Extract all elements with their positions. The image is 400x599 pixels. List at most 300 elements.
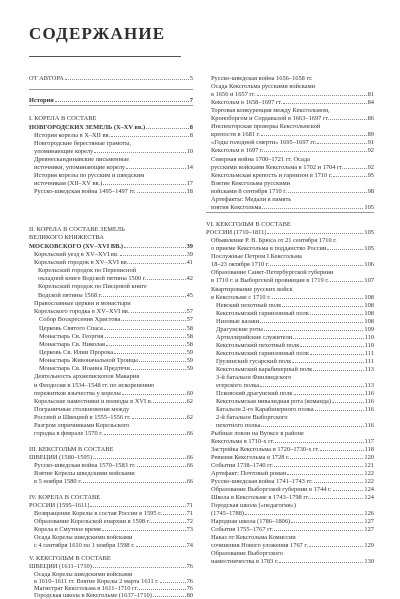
dot-leader	[344, 168, 366, 169]
entry-title: пережитков язычества у корелы	[34, 390, 121, 397]
left-entry[interactable]	[34, 390, 193, 397]
left-entry[interactable]	[29, 115, 193, 122]
left-entry[interactable]	[34, 422, 193, 429]
left-entry[interactable]	[34, 148, 193, 155]
left-entry[interactable]	[29, 226, 193, 233]
left-entry[interactable]	[34, 188, 193, 195]
right-entry[interactable]	[211, 430, 374, 437]
page-number: 17	[186, 180, 193, 187]
entry-title: Монастырь Св. Николая	[39, 341, 105, 348]
page-number: 45	[186, 292, 193, 299]
page-number: 111	[364, 350, 374, 357]
page-number: 74	[186, 542, 193, 549]
entry-title: Городская школа в Кексгольме (1637–1710)	[34, 592, 152, 599]
left-entry[interactable]	[34, 534, 193, 541]
dot-leader	[131, 312, 186, 313]
entry-title: крепости в 1681 г.	[211, 131, 261, 138]
left-entry[interactable]	[39, 357, 193, 364]
entry-title: События 1755–1767 гг.	[211, 526, 274, 533]
page-number: 8	[189, 132, 193, 139]
page-number: 86	[367, 115, 374, 122]
entry-title: Взятие Корелы шведскими войсками	[34, 470, 135, 477]
left-entry[interactable]	[34, 172, 193, 179]
dot-leader	[320, 450, 363, 451]
entry-title: упоминающие корелу	[34, 148, 94, 155]
right-entry[interactable]	[211, 542, 374, 549]
page-number: 18	[186, 188, 193, 195]
left-entry[interactable]	[38, 267, 193, 274]
right-entry[interactable]	[216, 374, 374, 381]
page-number: 66	[186, 478, 193, 485]
right-entry[interactable]	[211, 478, 374, 485]
left-entry[interactable]	[34, 578, 193, 585]
entry-title: История корелы в X–XII вв.	[34, 132, 111, 139]
left-entry[interactable]	[34, 542, 193, 549]
right-entry[interactable]	[211, 486, 374, 493]
right-entry[interactable]	[211, 454, 374, 461]
entry-title: Православные церкви и монастыри	[34, 300, 131, 307]
left-entry[interactable]	[34, 571, 193, 578]
left-entry[interactable]	[38, 292, 193, 299]
dot-leader	[261, 426, 363, 427]
entry-title: Осада Кексгольма русскими войсками	[211, 83, 316, 90]
entry-title: История	[29, 97, 54, 104]
entry-title: Кексгольм в 1697 г.	[211, 147, 264, 154]
dot-leader	[292, 362, 364, 363]
dot-leader	[317, 143, 366, 144]
dot-leader	[288, 192, 367, 193]
right-entry[interactable]	[211, 534, 374, 541]
right-entry[interactable]	[211, 237, 374, 244]
entry-title: городка в феврале 1570 г.	[34, 430, 103, 437]
left-entry[interactable]	[34, 308, 193, 315]
dot-leader	[293, 338, 363, 339]
entry-title: Застройка Кексгольма в 1720–1730-х гг.	[211, 446, 320, 453]
right-entry[interactable]	[211, 286, 374, 293]
left-entry[interactable]	[29, 563, 193, 570]
right-entry[interactable]	[216, 390, 374, 397]
entry-title: Церковь Св. Илии Пророка	[39, 349, 114, 356]
left-entry[interactable]	[34, 382, 193, 389]
entry-title: ВЕЛИКОГО КНЯЖЕСТВА	[29, 234, 104, 241]
entry-title: окладной книге Водской пятины 1500 г.	[38, 275, 147, 282]
entry-title: Монастырь Св. Георгия	[39, 333, 104, 340]
entry-title: егерского полка	[216, 382, 260, 389]
right-entry[interactable]	[211, 438, 374, 445]
entry-title: Ревизия Кексгольма в 1728 г.	[211, 454, 290, 461]
right-entry[interactable]	[216, 342, 374, 349]
entry-title: VI. КЕКСГОЛЬМ В СОСТАВЕ	[206, 221, 291, 228]
dot-leader	[261, 135, 367, 136]
right-entry[interactable]	[216, 414, 374, 421]
right-entry[interactable]	[216, 358, 374, 365]
entry-title: Школа в Кексгольме в 1743–1798 гг.	[211, 494, 310, 501]
dot-leader	[160, 582, 186, 583]
entry-title: Корельский городок по Переписной	[38, 267, 137, 274]
entry-title: Кексгольмский карабинерный полк	[216, 366, 313, 373]
right-entry[interactable]	[211, 253, 374, 260]
entry-title: V. КЕКСГОЛЬМ В СОСТАВЕ	[29, 555, 111, 562]
entry-title: Кексгольм в 1658–1697 гг.	[211, 99, 283, 106]
left-entry[interactable]	[34, 164, 193, 171]
right-entry[interactable]	[211, 245, 374, 252]
right-entry[interactable]	[206, 229, 374, 236]
page-number: 72	[186, 518, 193, 525]
right-entry[interactable]	[206, 221, 374, 228]
left-entry[interactable]	[39, 325, 193, 332]
dot-leader	[120, 255, 186, 256]
entry-title: Кексгольмская крепость и гарнизон в 1710 г.	[211, 172, 333, 179]
dot-leader	[290, 458, 363, 459]
left-entry[interactable]	[29, 243, 193, 250]
right-entry[interactable]	[211, 172, 374, 179]
entry-title: Рыбные ловли на Вуоксе в районе	[211, 430, 304, 437]
entry-title: в 1610–1611 гг. Взятие Корелы 2 марта 1611 г.	[34, 578, 159, 585]
dot-leader	[102, 530, 186, 531]
page-number: 84	[367, 99, 374, 106]
dot-leader	[137, 192, 186, 193]
right-entry[interactable]	[216, 318, 374, 325]
entry-title: Артиллерийские служители	[216, 334, 293, 341]
page-number: 129	[364, 542, 374, 549]
entry-title: Новгородские берестяные грамоты,	[34, 140, 132, 147]
title-rule	[29, 56, 181, 57]
page-number: 8	[189, 124, 193, 131]
entry-title: пехотного полка	[216, 422, 261, 429]
right-entry[interactable]	[216, 302, 374, 309]
left-entry[interactable]	[34, 132, 193, 139]
left-entry[interactable]	[39, 349, 193, 356]
page-number: 105	[364, 229, 374, 236]
left-entry[interactable]	[34, 414, 193, 421]
right-entry[interactable]	[211, 510, 374, 517]
entry-title: Русско-шведская война 1741–1743 гг.	[211, 478, 313, 485]
dot-leader	[310, 314, 364, 315]
page-number: 80	[186, 592, 193, 599]
right-entry[interactable]	[211, 147, 374, 154]
page-number: 92	[367, 147, 374, 154]
entry-title: Русско-шведская война 1656–1658 гг.	[211, 75, 313, 82]
right-entry[interactable]	[211, 131, 374, 138]
page-number: 107	[364, 277, 374, 284]
page-number: 76	[186, 585, 193, 592]
entry-title: Драгунские роты	[216, 326, 263, 333]
right-entry[interactable]	[211, 502, 374, 509]
page-number: 124	[364, 486, 374, 493]
entry-title: 18–23 октября 1710 г.	[211, 261, 270, 268]
left-entry[interactable]	[34, 592, 193, 599]
dot-leader	[310, 498, 363, 499]
dot-leader	[333, 176, 366, 177]
entry-title: сочинения Нового уложения 1767 г.	[211, 542, 308, 549]
entry-title: III. КЕКСГОЛЬМ В СОСТАВЕ	[29, 446, 114, 453]
right-entry[interactable]	[211, 156, 374, 163]
left-entry[interactable]	[29, 234, 193, 241]
left-entry[interactable]	[34, 406, 193, 413]
right-entry[interactable]	[211, 462, 374, 469]
entry-title: Низовые казаки	[216, 318, 260, 325]
page-number: 113	[364, 382, 374, 389]
dot-leader	[111, 136, 189, 137]
page-number: 39	[186, 251, 193, 258]
entry-title: Русско-шведская война 1495–1497 гг.	[34, 188, 136, 195]
page-number: 66	[186, 454, 193, 461]
dot-leader	[260, 322, 363, 323]
dot-leader	[332, 402, 364, 403]
entry-title: Осада Корелы шведскими войсками	[34, 571, 133, 578]
entry-title: источники, упоминающие корелу	[34, 164, 126, 171]
dot-leader	[333, 490, 364, 491]
entry-title: о приеме Кексгольма в подданство России	[211, 245, 327, 252]
right-entry[interactable]	[211, 83, 374, 90]
left-entry[interactable]	[34, 518, 193, 525]
right-entry[interactable]	[211, 75, 374, 82]
entry-title: РОССИИ (1710–1811)	[206, 229, 267, 236]
left-entry[interactable]	[34, 156, 193, 163]
left-entry[interactable]	[38, 275, 193, 282]
page-number: 122	[364, 470, 374, 477]
page-number: 124	[364, 494, 374, 501]
left-entry[interactable]	[29, 75, 193, 82]
dot-leader	[93, 458, 186, 459]
entry-title: ОТ АВТОРА	[29, 75, 64, 82]
right-entry[interactable]	[211, 470, 374, 477]
dot-leader	[275, 442, 363, 443]
right-entry[interactable]	[211, 526, 374, 533]
page-number: 66	[186, 462, 193, 469]
right-entry[interactable]	[216, 406, 374, 413]
left-entry[interactable]	[38, 283, 193, 290]
left-entry[interactable]	[34, 300, 193, 307]
dot-leader	[93, 567, 186, 568]
dot-leader	[122, 394, 186, 395]
entry-title: 3-й батальон Финляндского	[216, 374, 292, 381]
right-entry[interactable]	[211, 269, 374, 276]
entry-title: Образование Выборгской губернии в 1744 г.	[211, 486, 332, 493]
entry-title: Осада Корелы шведскими войсками	[34, 534, 133, 541]
page-number: 108	[364, 294, 374, 301]
dot-leader	[309, 546, 363, 547]
dot-leader	[136, 546, 186, 547]
right-entry[interactable]	[216, 422, 374, 429]
right-entry[interactable]	[211, 123, 374, 130]
dot-leader	[282, 306, 363, 307]
page-number: 105	[364, 245, 374, 252]
page-number: 81	[367, 91, 374, 98]
dot-leader	[330, 119, 367, 120]
entry-title: Кексгольмский пехотный полк	[216, 342, 300, 349]
page-number: 108	[364, 302, 374, 309]
dot-leader	[126, 168, 185, 169]
entry-title: Древнескандинавские письменные	[34, 156, 130, 163]
page-number: 59	[186, 365, 193, 372]
page-number: 66	[186, 430, 193, 437]
dot-leader	[153, 596, 186, 597]
left-entry[interactable]	[29, 454, 193, 461]
entry-title: в 1710 г. и Выборгской провинции в 1719 г.	[211, 277, 329, 284]
left-entry[interactable]	[29, 446, 193, 453]
right-entry[interactable]	[211, 139, 374, 146]
page-number: 111	[364, 358, 374, 365]
entry-title: Монастырь Св. Иоанна Предтечи	[39, 365, 130, 372]
dot-leader	[300, 346, 363, 347]
page-number: 14	[186, 164, 193, 171]
left-entry[interactable]	[34, 462, 193, 469]
right-entry[interactable]	[211, 99, 374, 106]
dot-leader	[245, 514, 363, 515]
section-rule	[29, 105, 193, 106]
left-entry[interactable]	[39, 341, 193, 348]
right-entry[interactable]	[216, 398, 374, 405]
left-entry[interactable]	[39, 316, 193, 323]
page-number: 108	[364, 310, 374, 317]
right-entry[interactable]	[211, 115, 374, 122]
right-entry[interactable]	[211, 204, 374, 211]
left-entry[interactable]	[34, 259, 193, 266]
right-entry[interactable]	[216, 382, 374, 389]
dot-leader	[163, 514, 186, 515]
right-entry[interactable]	[211, 188, 374, 195]
left-entry[interactable]	[34, 478, 193, 485]
right-entry[interactable]	[216, 326, 374, 333]
right-entry[interactable]	[211, 261, 374, 268]
left-entry[interactable]	[29, 97, 193, 104]
dot-leader	[121, 320, 185, 321]
page-number: 110	[364, 334, 374, 341]
right-entry[interactable]	[211, 107, 374, 114]
right-entry[interactable]	[211, 550, 374, 557]
right-entry[interactable]	[211, 294, 374, 301]
dot-leader	[106, 345, 186, 346]
entry-title: Собор Воскресения Христова	[39, 316, 121, 323]
entry-title: Пограничные столкновения между	[34, 406, 130, 413]
left-entry[interactable]	[34, 470, 193, 477]
page-number: 57	[186, 316, 193, 323]
left-entry[interactable]	[34, 373, 193, 380]
dot-leader	[274, 466, 363, 467]
entry-title: в 5 ноября 1580 г.	[34, 478, 82, 485]
page-number: 7	[189, 97, 193, 104]
dot-leader	[257, 95, 367, 96]
left-entry[interactable]	[29, 494, 193, 501]
entry-title: Батальон 2-го Карабинерного полка	[216, 406, 314, 413]
page-number: 76	[186, 563, 193, 570]
page-number: 73	[186, 526, 193, 533]
dot-leader	[327, 249, 363, 250]
dot-leader	[103, 296, 185, 297]
page-number: 126	[364, 510, 374, 517]
entry-title: Образование Санкт-Петербургской губернии	[211, 269, 334, 276]
left-entry[interactable]	[34, 585, 193, 592]
entry-title: Народная школа (1786–1806)	[211, 518, 291, 525]
dot-leader	[105, 337, 186, 338]
page-number: 127	[364, 518, 374, 525]
right-entry[interactable]	[216, 310, 374, 317]
page-number: 118	[364, 446, 374, 453]
dot-leader	[94, 152, 185, 153]
left-entry[interactable]	[29, 124, 193, 131]
right-entry[interactable]	[216, 334, 374, 341]
right-entry[interactable]	[211, 277, 374, 284]
dot-leader	[262, 208, 363, 209]
right-entry[interactable]	[211, 196, 374, 203]
right-entry[interactable]	[211, 494, 374, 501]
right-entry[interactable]	[216, 366, 374, 373]
page-number: 95	[367, 172, 374, 179]
left-entry[interactable]	[34, 510, 193, 517]
entry-title: Торговая конкуренция между Кексгольмом,	[211, 107, 330, 114]
entry-title: События 1738–1740 гг.	[211, 462, 274, 469]
right-entry[interactable]	[211, 446, 374, 453]
left-entry[interactable]	[39, 333, 193, 340]
entry-title: Русско-шведская война 1570–1583 гг.	[34, 462, 136, 469]
page-number: 89	[367, 131, 374, 138]
dot-leader	[129, 263, 185, 264]
page-number: 122	[364, 478, 374, 485]
entry-title: НОВГОРОДСКИХ ЗЕМЕЛЬ (X–XV вв.)	[29, 124, 146, 131]
entry-title: Корела в Смутное время	[34, 526, 101, 533]
left-entry[interactable]	[34, 526, 193, 533]
dot-leader	[279, 562, 363, 563]
entry-title: Водской пятины 1568 г.	[38, 292, 103, 299]
right-entry[interactable]	[211, 180, 374, 187]
entry-title: Разгром опричниками Корельского	[34, 422, 130, 429]
section-rule	[29, 89, 193, 90]
entry-title: Россией и Швецией в 1555–1556 гг.	[34, 414, 131, 421]
dot-leader	[83, 482, 186, 483]
left-entry[interactable]	[34, 140, 193, 147]
page-number: 62	[186, 414, 193, 421]
entry-title: наместничества в 1783 г.	[211, 558, 279, 565]
left-entry[interactable]	[34, 398, 193, 405]
page-number: 57	[186, 308, 193, 315]
entry-title: источникам (XII–XV вв.)	[34, 180, 103, 187]
entry-title: МОСКОВСКОГО (XV–XVI ВВ.)	[29, 243, 124, 250]
entry-title: войсками 8 сентября 1710 г.	[211, 188, 287, 195]
entry-title: ШВЕЦИИ (1580–1595)	[29, 454, 93, 461]
page-number: 105	[364, 204, 374, 211]
page-number: 116	[364, 422, 374, 429]
page-number: 10	[186, 148, 193, 155]
entry-title: «Годы голодной смерти» 1695–1697 гг.	[211, 139, 317, 146]
page-number: 117	[364, 438, 374, 445]
right-entry[interactable]	[216, 350, 374, 357]
right-entry[interactable]	[211, 558, 374, 565]
page-number: 127	[364, 526, 374, 533]
left-entry[interactable]	[29, 502, 193, 509]
left-entry[interactable]	[34, 180, 193, 187]
right-entry[interactable]	[211, 518, 374, 525]
entry-title: Корельского городка в XV–XVI вв.	[34, 308, 130, 315]
right-entry[interactable]	[211, 164, 374, 171]
dot-leader	[124, 247, 186, 248]
left-entry[interactable]	[34, 430, 193, 437]
page-number: 58	[186, 341, 193, 348]
entry-title: в Кексгольме с 1710 г.	[211, 294, 271, 301]
left-entry[interactable]	[29, 555, 193, 562]
entry-title: Псковский драгунский полк	[216, 390, 293, 397]
entry-title: Квартирование русских войск	[211, 286, 293, 293]
left-entry[interactable]	[34, 251, 193, 258]
page-number: 62	[186, 398, 193, 405]
entry-title: Кексгольмский гарнизонный полк	[216, 310, 309, 317]
left-entry[interactable]	[39, 365, 193, 372]
right-entry[interactable]	[211, 91, 374, 98]
entry-title: 2-й батальон Выборгского	[216, 414, 288, 421]
entry-title: Корельский уезд в XV–XVI вв.	[34, 251, 119, 258]
page-number: 121	[364, 462, 374, 469]
page-number: 71	[186, 502, 193, 509]
